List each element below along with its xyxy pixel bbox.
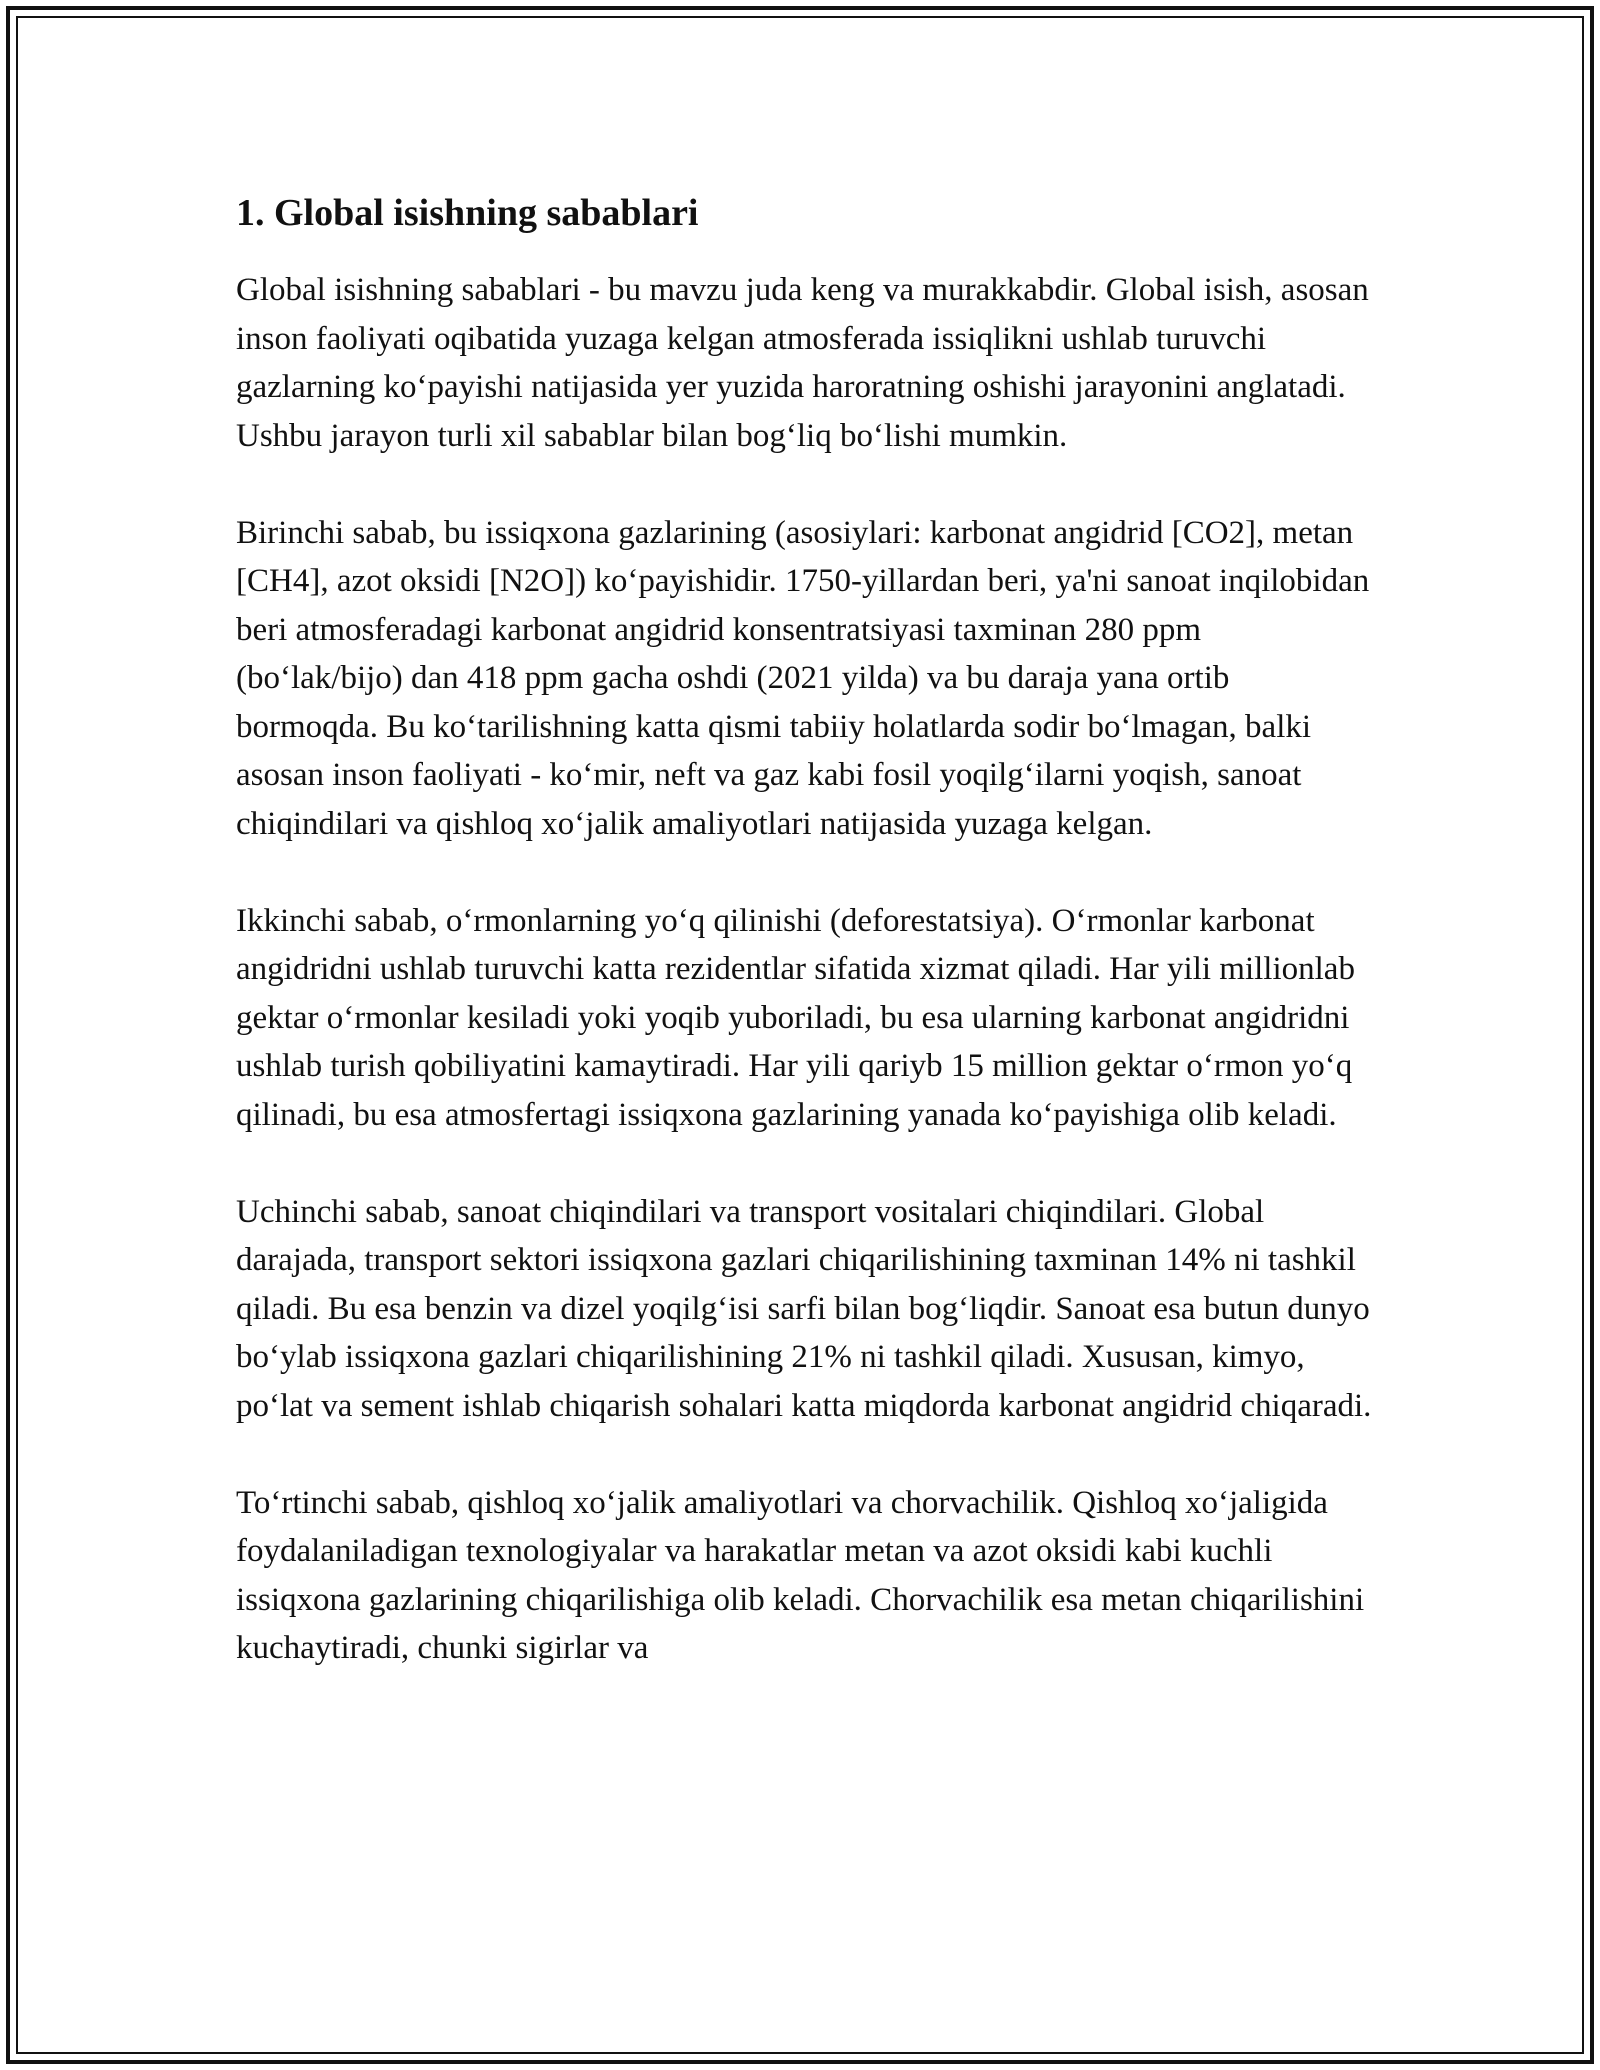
paragraph-fourth-cause: To‘rtinchi sabab, qishloq xo‘jalik amaliyotlari va chorvachilik. Qishloq xo‘jaligida foydalaniladigan texnologiyalar va harakatlar metan va azot oksidi kabi kuchli issiqxona gazlarining chiqarilishiga olib keladi. Chorvachilik esa metan chiqarilishini kuchaytiradi, chunki sigirlar va [236, 1484, 1365, 1666]
document-body [236, 186, 1376, 1721]
paragraph-intro: Global isishning sabablari - bu mavzu juda keng va murakkabdir. Global isish, asosan inson faoliyati oqibatida yuzaga kelgan atmosferada issiqlikni ushlab turuvchi gazlarning ko‘payishi natijasida yer yuzida haroratning oshishi jarayonini anglatadi. Ushbu jarayon turli xil sabablar bilan bog‘liq bo‘lishi mumkin. [236, 272, 1369, 454]
paragraph-second-cause: Ikkinchi sabab, o‘rmonlarning yo‘q qilinishi (deforestatsiya). O‘rmonlar karbonat angidridni ushlab turuvchi katta rezidentlar sifatida xizmat qiladi. Har yili millionlab gektar o‘rmonlar kesiladi yoki yoqib yuboriladi, bu esa ularning karbonat angidridni ushlab turish qobiliyatini kamaytiradi. Har yili qariyb 15 million gektar o‘rmon yo‘q qilinadi, bu esa atmosfertagi issiqxona gazlarining yanada ko‘payishiga olib keladi. [236, 902, 1355, 1133]
paragraph-first-cause: Birinchi sabab, bu issiqxona gazlarining (asosiylari: karbonat angidrid [CO2], metan [CH4], azot oksidi [N2O]) ko‘payishidir. 1750-yillardan beri, ya'ni sanoat inqilobidan beri atmosferadagi karbonat angidrid konsentratsiyasi taxminan 280 ppm (bo‘lak/bijo) dan 418 ppm gacha oshdi (2021 yilda) va bu daraja yana ortib bormoqda. Bu ko‘tarilishning katta qismi tabiiy holatlarda sodir bo‘lmagan, balki asosan inson faoliyati - ko‘mir, neft va gaz kabi fosil yoqilg‘ilarni yoqish, sanoat chiqindilari va qishloq xo‘jalik amaliyotlari natijasida yuzaga kelgan. [236, 514, 1370, 842]
section-heading: 1. Global isishning sabablari [236, 192, 699, 234]
paragraph-third-cause: Uchinchi sabab, sanoat chiqindilari va transport vositalari chiqindilari. Global darajada, transport sektori issiqxona gazlari chiqarilishining taxminan 14% ni tashkil qiladi. Bu esa benzin va dizel yoqilg‘isi sarfi bilan bog‘liqdir. Sanoat esa butun dunyo bo‘ylab issiqxona gazlari chiqarilishining 21% ni tashkil qiladi. Xususan, kimyo, po‘lat va sement ishlab chiqarish sohalari katta miqdorda karbonat angidrid chiqaradi. [236, 1193, 1372, 1424]
